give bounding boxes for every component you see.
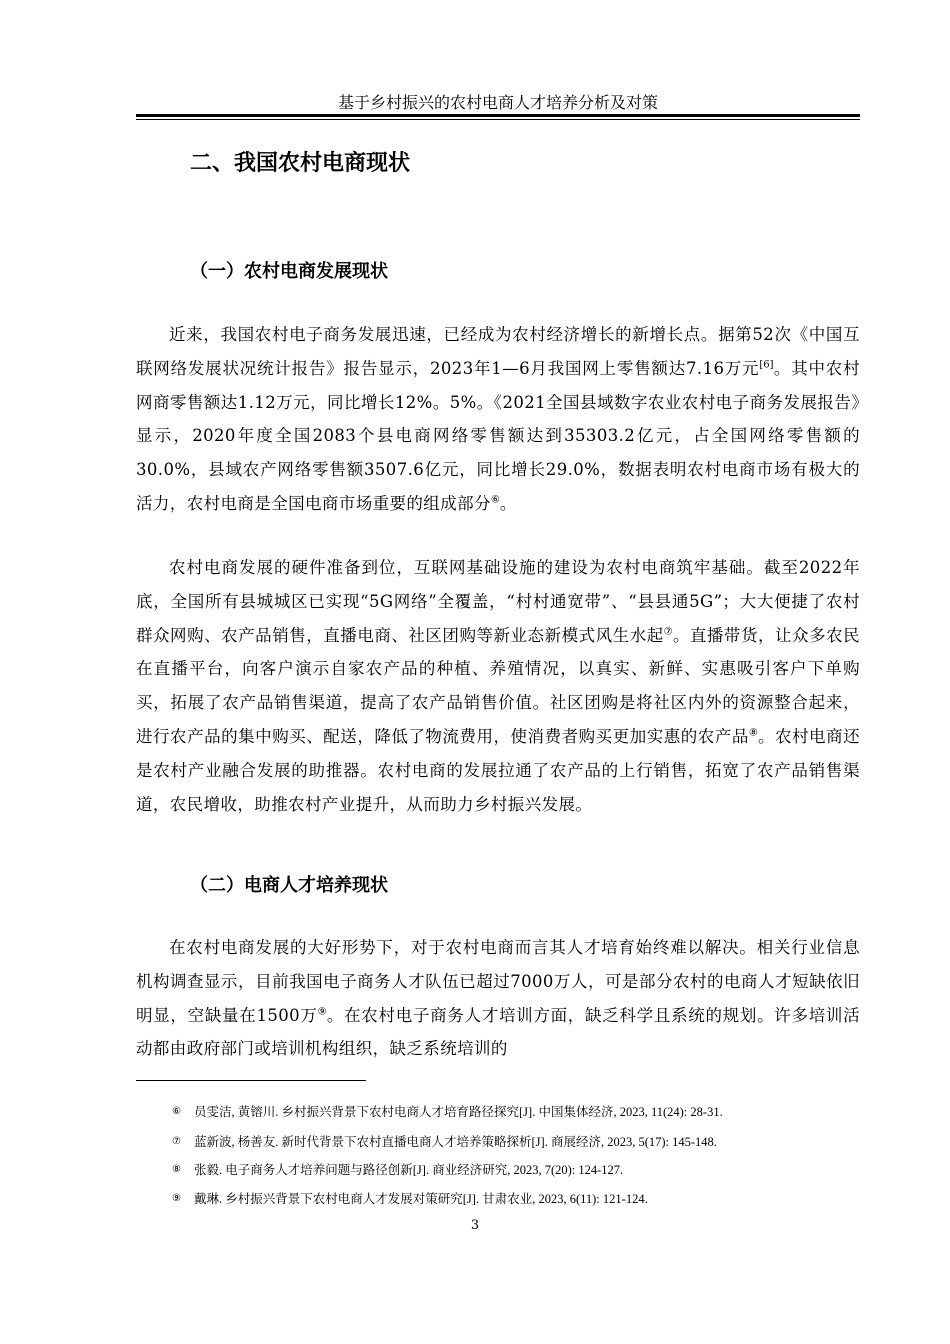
footnote-ref: ⑧ <box>748 727 758 739</box>
footnote-ref: ⑨ <box>317 1006 327 1018</box>
paragraph-infrastructure <box>136 551 860 821</box>
subsection-title-2: （二）电商人才培养现状 <box>190 875 388 896</box>
footnote-item <box>172 1134 862 1150</box>
page-number: 3 <box>470 1218 480 1233</box>
citation-ref: [6] <box>759 359 774 371</box>
paragraph-development-status <box>136 318 860 521</box>
footnote-item <box>172 1104 862 1120</box>
footnote-text: 戴琳. 乡村振兴背景下农村电商人才发展对策研究[J]. 甘肃农业, 2023, 6(11): 121-124. <box>194 1192 648 1206</box>
section-title: 二、我国农村电商现状 <box>190 151 411 176</box>
subsection-title-1: （一）农村电商发展现状 <box>190 261 388 282</box>
paragraph-text: 。在农村电子商务人才培训方面，缺乏科学且系统的规划。许多培训活动都由政府部门或培训机构组织，缺乏系统培训的 <box>136 1005 861 1059</box>
footnote-text: 员雯洁, 黄镕川. 乡村振兴背景下农村电商人才培育路径探究[J]. 中国集体经济, 2023, 11(24): 28-31. <box>194 1105 723 1119</box>
footnote-mark: ⑨ <box>172 1193 181 1204</box>
paragraph-text: 近来，我国农村电子商务发展迅速，已经成为农村经济增长的新增长点。据第52次《中国互联网络发展状况统计报告》报告显示，2023年1—6月我国网上零售额达7.16万元 <box>136 325 860 378</box>
footnote-mark: ⑥ <box>172 1106 181 1117</box>
footnote-mark: ⑦ <box>172 1136 181 1147</box>
paragraph-text: 。直播带货，让众多农民在直播平台，向客户演示自家农产品的种植、养殖情况，以真实、新鲜、实惠吸引客户下单购买，拓展了农产品销售渠道，提高了农产品销售价值。社区团购是将社区内外的资源整合起来，进行农产品的集中购买、配送，降低了物流费用，使消费者购买更加实惠的农产品 <box>136 625 861 746</box>
footnote-item <box>172 1191 862 1207</box>
paragraph-text: 。农村电商还是农村产业融合发展的助推器。农村电商的发展拉通了农产品的上行销售，拓宽了农产品销售渠道，农民增收，助推农村产业提升，从而助力乡村振兴发展。 <box>136 726 860 814</box>
paragraph-text: 在农村电商发展的大好形势下，对于农村电商而言其人才培育始终难以解决。相关行业信息机构调查显示，目前我国电子商务人才队伍已超过7000万人，可是部分农村的电商人才短缺依旧明显，空缺量在1500万 <box>136 938 860 1025</box>
footnote-text: 蓝新波, 杨善友. 新时代背景下农村直播电商人才培养策略探析[J]. 商展经济, 2023, 5(17): 145-148. <box>194 1135 717 1149</box>
header-rule-thin <box>136 119 860 120</box>
footnote-item <box>172 1162 862 1178</box>
paragraph-text: 农村电商发展的硬件准备到位，互联网基础设施的建设为农村电商筑牢基础。截至2022年底，全国所有县城城区已实现“5G网络”全覆盖，“村村通宽带”、“县县通5G”；大大便捷了农村群众网购、农产品销售，直播电商、社区团购等新业态新模式风生水起 <box>136 558 860 645</box>
footnote-separator <box>136 1080 366 1081</box>
footnote-ref: ⑥ <box>490 494 500 506</box>
header-rule-thick <box>136 114 860 117</box>
paragraph-text: 。 <box>499 493 517 513</box>
footnote-text: 张毅. 电子商务人才培养问题与路径创新[J]. 商业经济研究, 2023, 7(20): 124-127. <box>194 1163 624 1177</box>
running-header: 基于乡村振兴的农村电商人才培养分析及对策 <box>337 93 658 112</box>
paragraph-talent-status <box>136 931 860 1066</box>
footnote-mark: ⑧ <box>172 1164 181 1175</box>
footnote-ref: ⑦ <box>663 626 673 638</box>
paragraph-text: 。其中农村网商零售额达1.12万元，同比增长12%。5%。《2021全国县域数字农业农村电子商务发展报告》显示，2020年度全国2083个县电商网络零售额达到35303.2亿元，占全国网络零售额的30.0%，县域农产网络零售额3507.6亿元，同比增长29.0%，数据表明农村电商市场有极大的活力，农村电商是全国电商市场重要的组成部分 <box>136 358 861 513</box>
